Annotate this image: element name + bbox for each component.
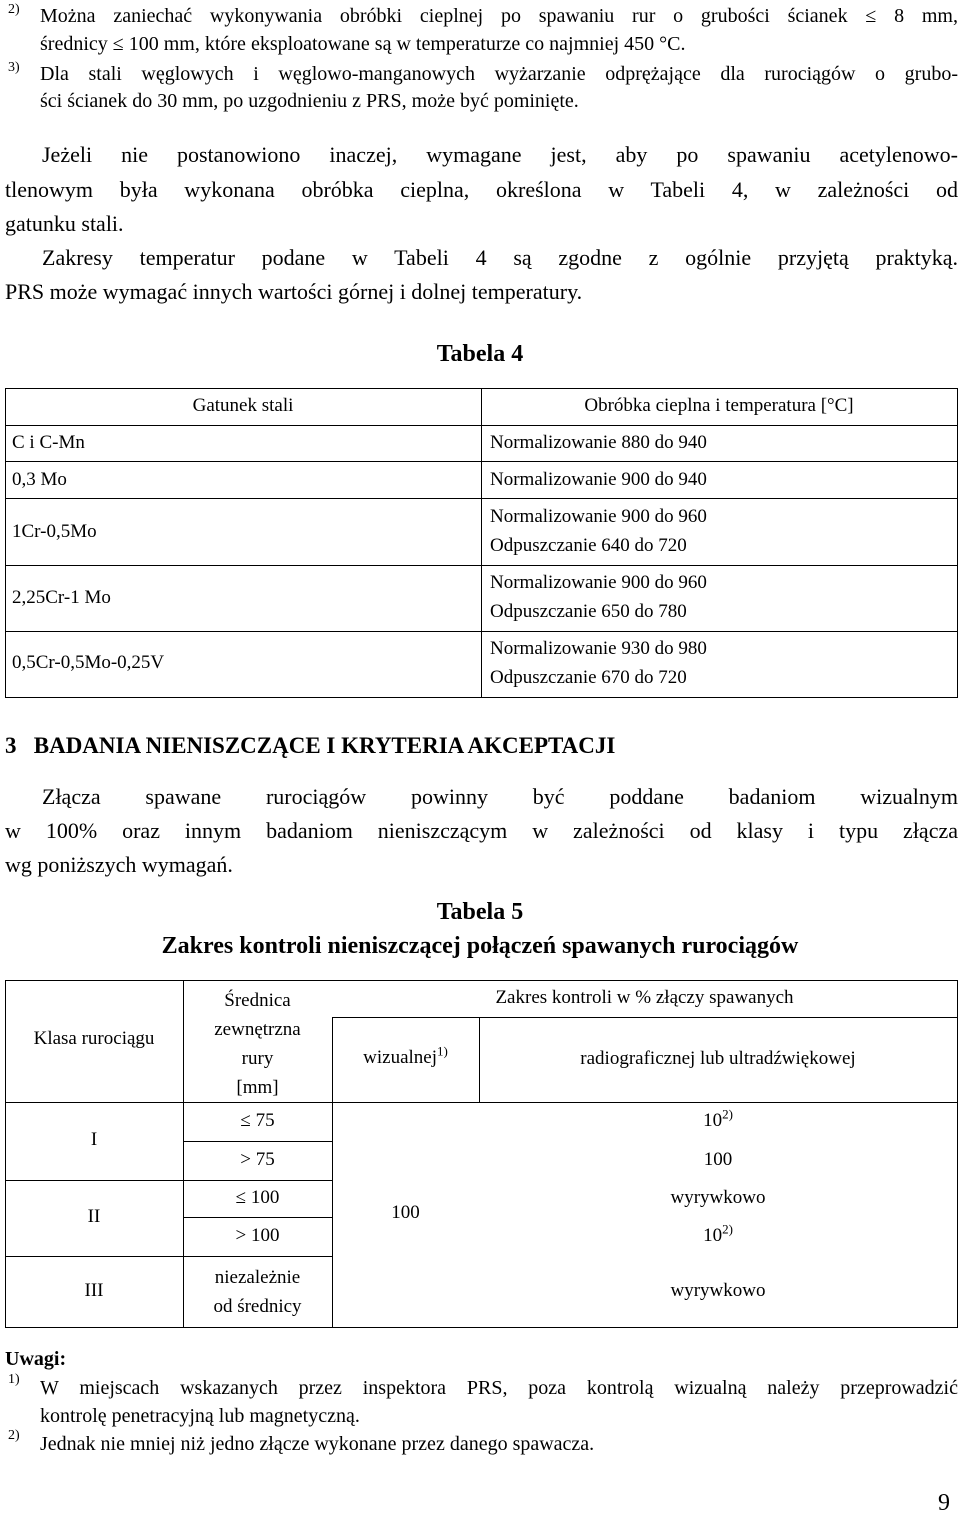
table4-treatment: Odpuszczanie 640 do 720	[490, 535, 687, 556]
diameter-line: niezależnie	[214, 1267, 301, 1288]
table5-diameter: > 75	[240, 1149, 275, 1170]
header-line: rury	[241, 1048, 274, 1069]
table5-radio-value: wyrywkowo	[670, 1187, 766, 1208]
table4-steel: 2,25Cr-1 Mo	[12, 587, 111, 608]
table-border	[5, 1327, 958, 1328]
footnote-line: Można zaniechać wykonywania obróbki cieplnej po spawaniu rur o grubości ścianek ≤ 8 mm,	[40, 5, 958, 27]
table5-header-visual	[332, 1043, 479, 1069]
table-border	[183, 1217, 332, 1218]
table5-diameter	[183, 1263, 332, 1321]
table-border	[5, 697, 958, 698]
table4-treatment: Odpuszczanie 670 do 720	[490, 667, 687, 688]
note-mark: 2)	[8, 1428, 20, 1443]
table5-diameter: ≤ 75	[240, 1110, 275, 1131]
table5-class-I: I	[90, 1129, 98, 1150]
header-visual-label: wizualnej	[363, 1047, 437, 1068]
header-line: zewnętrzna	[214, 1019, 301, 1040]
table5-class-III: III	[84, 1280, 104, 1301]
table4-steel: C i C-Mn	[12, 432, 85, 453]
header-line: Średnica	[224, 990, 291, 1011]
paragraph-line: PRS może wymagać innych wartości górnej i dolnej temperatury.	[5, 279, 583, 304]
note-line: W miejscach wskazanych przez inspektora PRS, poza kontrolą wizualną należy przeprowadzić	[40, 1377, 958, 1399]
paragraph-line: gatunku stali.	[5, 211, 124, 236]
table4-header-treatment: Obróbka cieplna i temperatura [°C]	[584, 395, 854, 416]
page-number: 9	[938, 1490, 950, 1516]
footnote-mark: 3)	[8, 60, 20, 75]
section-3-heading: 3 BADANIA NIENISZCZĄCE I KRYTERIA AKCEPTACJI	[5, 733, 616, 758]
footnote-line: Dla stali węglowych i węglowo-manganowych wyżarzanie odprężające dla rurociągów o grubo-	[40, 63, 958, 85]
table-border	[332, 1017, 957, 1018]
table4-treatment: Normalizowanie 880 do 940	[490, 432, 707, 453]
footnote-ref: 1)	[437, 1043, 448, 1059]
table5-radio-value	[479, 1221, 957, 1247]
table4-treatment: Odpuszczanie 650 do 780	[490, 601, 687, 622]
table5-header-class: Klasa rurociągu	[33, 1028, 155, 1049]
table5-visual-value: 100	[391, 1202, 420, 1223]
table-border	[5, 388, 6, 697]
table5-header-scope: Zakres kontroli w % złączy spawanych	[495, 987, 794, 1008]
note-mark: 1)	[8, 1372, 20, 1387]
table-border	[183, 1141, 332, 1142]
radio-value: 10	[703, 1110, 723, 1131]
table4-treatment: Normalizowanie 900 do 960	[490, 572, 707, 593]
notes-title: Uwagi:	[5, 1348, 67, 1370]
table-border	[481, 388, 482, 697]
table5-radio-value	[479, 1106, 957, 1132]
footnote-line: ści ścianek do 30 mm, po uzgodnieniu z PRS, może być pominięte.	[40, 90, 579, 112]
table4-steel: 0,5Cr-0,5Mo-0,25V	[12, 652, 165, 673]
table5-class-II: II	[87, 1206, 101, 1227]
table5-title: Tabela 5	[436, 899, 524, 925]
table-border	[5, 1102, 958, 1103]
header-line: [mm]	[236, 1077, 279, 1098]
table-border	[5, 1256, 332, 1257]
table5-diameter: > 100	[235, 1225, 280, 1246]
table5-radio-value: 100	[703, 1149, 733, 1170]
table4-treatment: Normalizowanie 900 do 960	[490, 506, 707, 527]
paragraph-line: Zakresy temperatur podane w Tabeli 4 są zgodne z ogólnie przyjętą praktyką.	[42, 245, 958, 270]
table4-header-steel: Gatunek stali	[192, 395, 294, 416]
footnote-mark: 2)	[8, 2, 20, 17]
radio-value: 10	[703, 1225, 723, 1246]
table4-treatment: Normalizowanie 930 do 980	[490, 638, 707, 659]
footnote-ref: 2)	[722, 1106, 733, 1122]
table-border	[5, 1180, 332, 1181]
table4-steel: 1Cr-0,5Mo	[12, 521, 97, 542]
paragraph-line: w 100% oraz innym badaniom nieniszczącym w zależności od klasy i typu złącza	[5, 818, 958, 843]
table5-header-radio: radiograficznej lub ultradźwiękowej	[580, 1048, 856, 1069]
table4-steel: 0,3 Mo	[12, 469, 67, 490]
footnote-ref: 2)	[722, 1221, 733, 1237]
diameter-line: od średnicy	[213, 1296, 302, 1317]
footnote-line: średnicy ≤ 100 mm, które eksploatowane są w temperaturze co najmniej 450 °C.	[40, 33, 686, 55]
note-line: Jednak nie mniej niż jedno złącze wykonane przez danego spawacza.	[40, 1433, 595, 1455]
paragraph-line: Złącza spawane rurociągów powinny być poddane badaniom wizualnym	[42, 784, 958, 809]
table-border	[957, 980, 958, 1327]
table5-radio-value: wyrywkowo	[670, 1280, 766, 1301]
table5-header-diameter	[183, 986, 332, 1102]
table-border	[5, 980, 958, 981]
table-border	[957, 388, 958, 697]
table5-diameter: ≤ 100	[235, 1187, 280, 1208]
table5-subtitle: Zakres kontroli nieniszczącej połączeń spawanych rurociągów	[161, 933, 799, 959]
table4-treatment: Normalizowanie 900 do 940	[490, 469, 707, 490]
paragraph-line: Jeżeli nie postanowiono inaczej, wymagane jest, aby po spawaniu acetylenowo-	[42, 142, 958, 167]
paragraph-line: wg poniższych wymagań.	[5, 852, 233, 877]
paragraph-line: tlenowym była wykonana obróbka cieplna, określona w Tabeli 4, w zależności od	[5, 177, 958, 202]
note-line: kontrolę penetracyjną lub magnetyczną.	[40, 1405, 360, 1427]
table4-title: Tabela 4	[436, 341, 524, 367]
